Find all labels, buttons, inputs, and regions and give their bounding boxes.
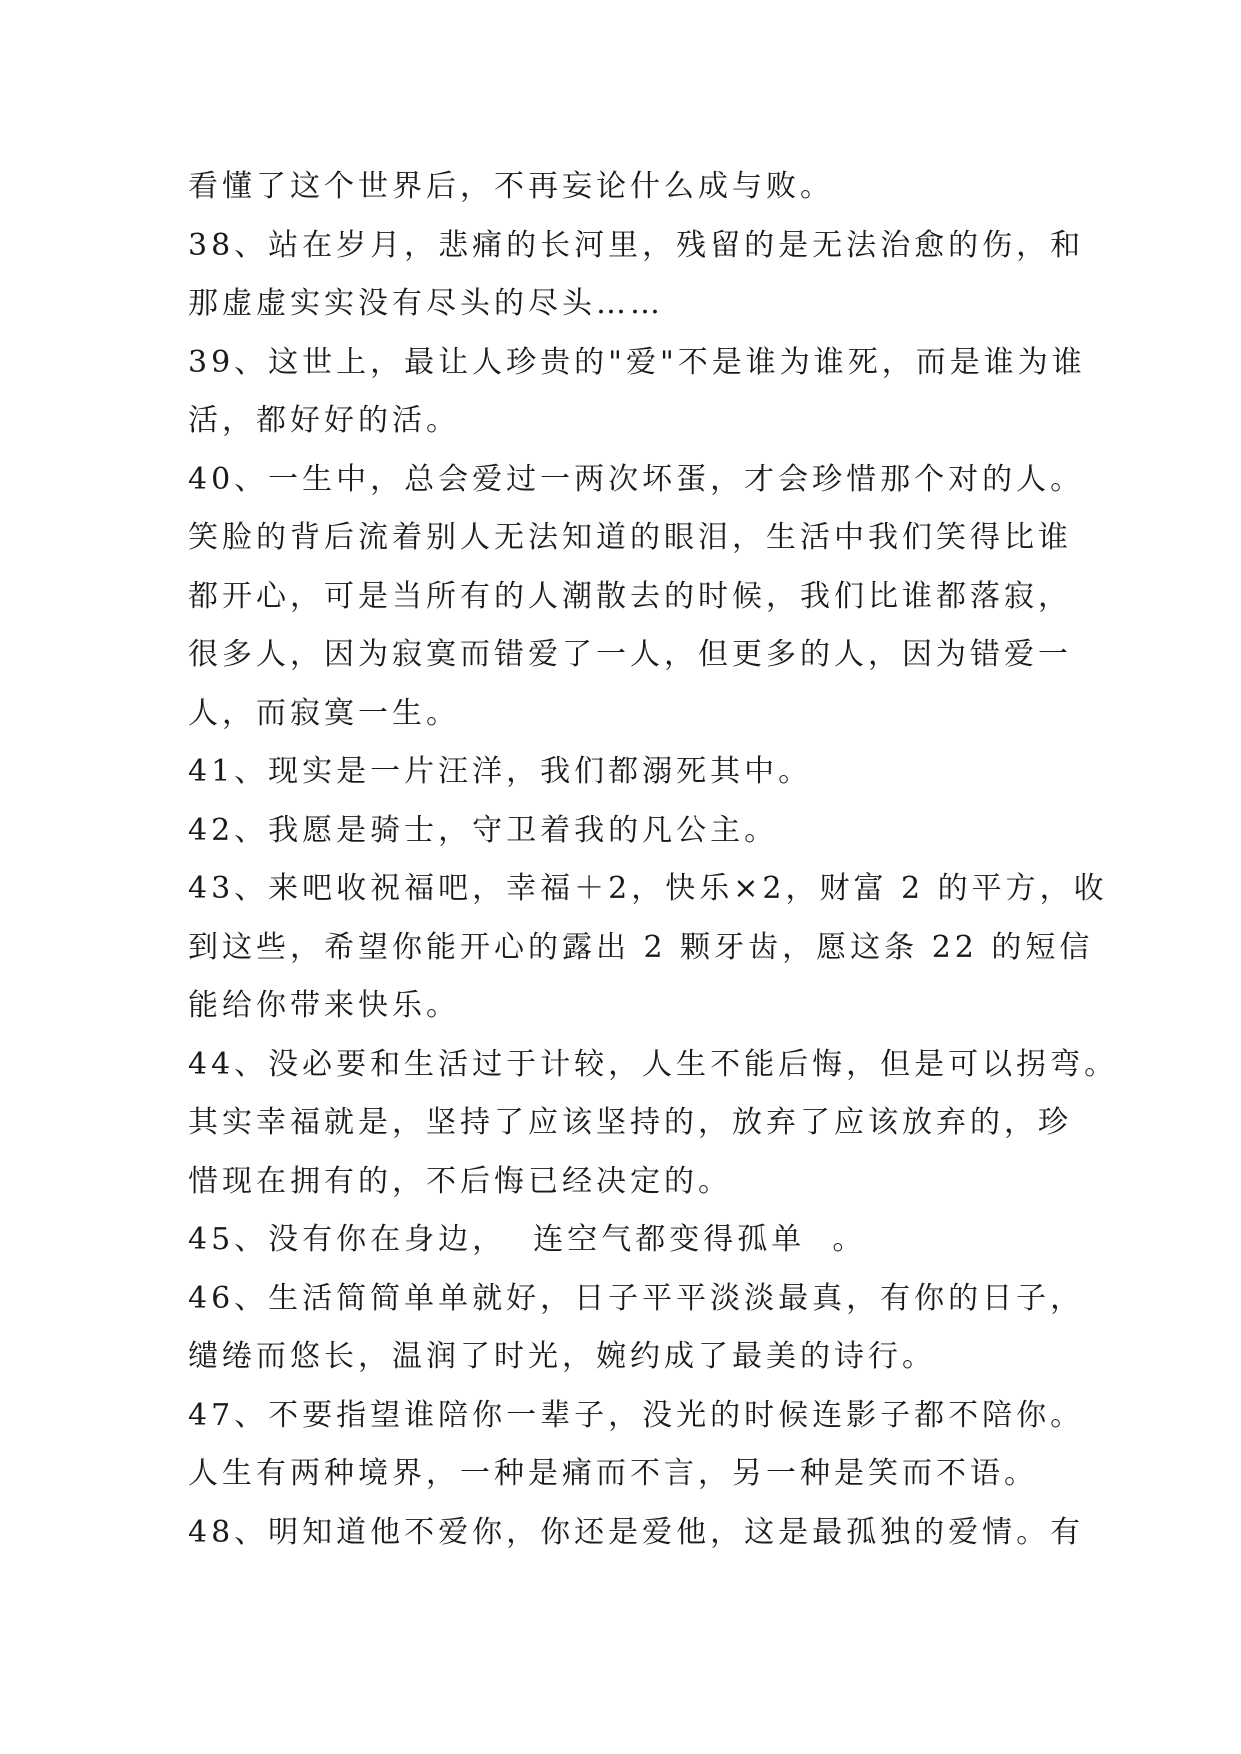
- text-line: 44、没必要和生活过于计较，人生不能后悔，但是可以拐弯。: [188, 1046, 1119, 1082]
- text-line: 其实幸福就是，坚持了应该坚持的，放弃了应该放弃的，珍: [188, 1105, 1072, 1140]
- text-line: 惜现在拥有的，不后悔已经决定的。: [188, 1163, 732, 1199]
- text-line: 那虚虚实实没有尽头的尽头……: [188, 286, 664, 321]
- text-line: 45、没有你在身边， 连空气都变得孤单 。: [188, 1222, 867, 1257]
- text-line: 都开心，可是当所有的人潮散去的时候，我们比谁都落寂，: [188, 578, 1072, 614]
- text-line: 41、现实是一片汪洋，我们都溺死其中。: [188, 754, 813, 789]
- document-body: [188, 158, 1119, 1562]
- text-line: 能给你带来快乐。: [188, 988, 460, 1023]
- text-line: 40、一生中，总会爱过一两次坏蛋，才会珍惜那个对的人。: [188, 461, 1085, 497]
- text-line: 人生有两种境界，一种是痛而不言，另一种是笑而不语。: [188, 1456, 1038, 1491]
- text-line: 47、不要指望谁陪你一辈子，没光的时候连影子都不陪你。: [188, 1397, 1085, 1433]
- text-line: 笑脸的背后流着别人无法知道的眼泪，生活中我们笑得比谁: [188, 520, 1072, 555]
- text-line: 43、来吧收祝福吧，幸福＋2，快乐×2，财富 2 的平方，收: [188, 871, 1108, 906]
- text-line: 缱绻而悠长，温润了时光，婉约成了最美的诗行。: [188, 1339, 936, 1374]
- text-line: 48、明知道他不爱你，你还是爱他，这是最孤独的爱情。有: [188, 1514, 1085, 1550]
- text-line: 到这些，希望你能开心的露出 2 颗牙齿，愿这条 22 的短信: [188, 929, 1094, 965]
- text-line: 38、站在岁月，悲痛的长河里，残留的是无法治愈的伤，和: [188, 227, 1085, 263]
- text-line: 人，而寂寞一生。: [188, 695, 460, 731]
- text-line: 42、我愿是骑士，守卫着我的凡公主。: [188, 812, 779, 848]
- text-line: 看懂了这个世界后，不再妄论什么成与败。: [188, 169, 834, 204]
- text-line: 39、这世上，最让人珍贵的"爱"不是谁为谁死，而是谁为谁: [188, 344, 1086, 380]
- text-line: 活，都好好的活。: [188, 403, 460, 438]
- text-line: 46、生活简简单单就好，日子平平淡淡最真，有你的日子，: [188, 1280, 1085, 1316]
- text-line: 很多人，因为寂寞而错爱了一人，但更多的人，因为错爱一: [188, 637, 1072, 672]
